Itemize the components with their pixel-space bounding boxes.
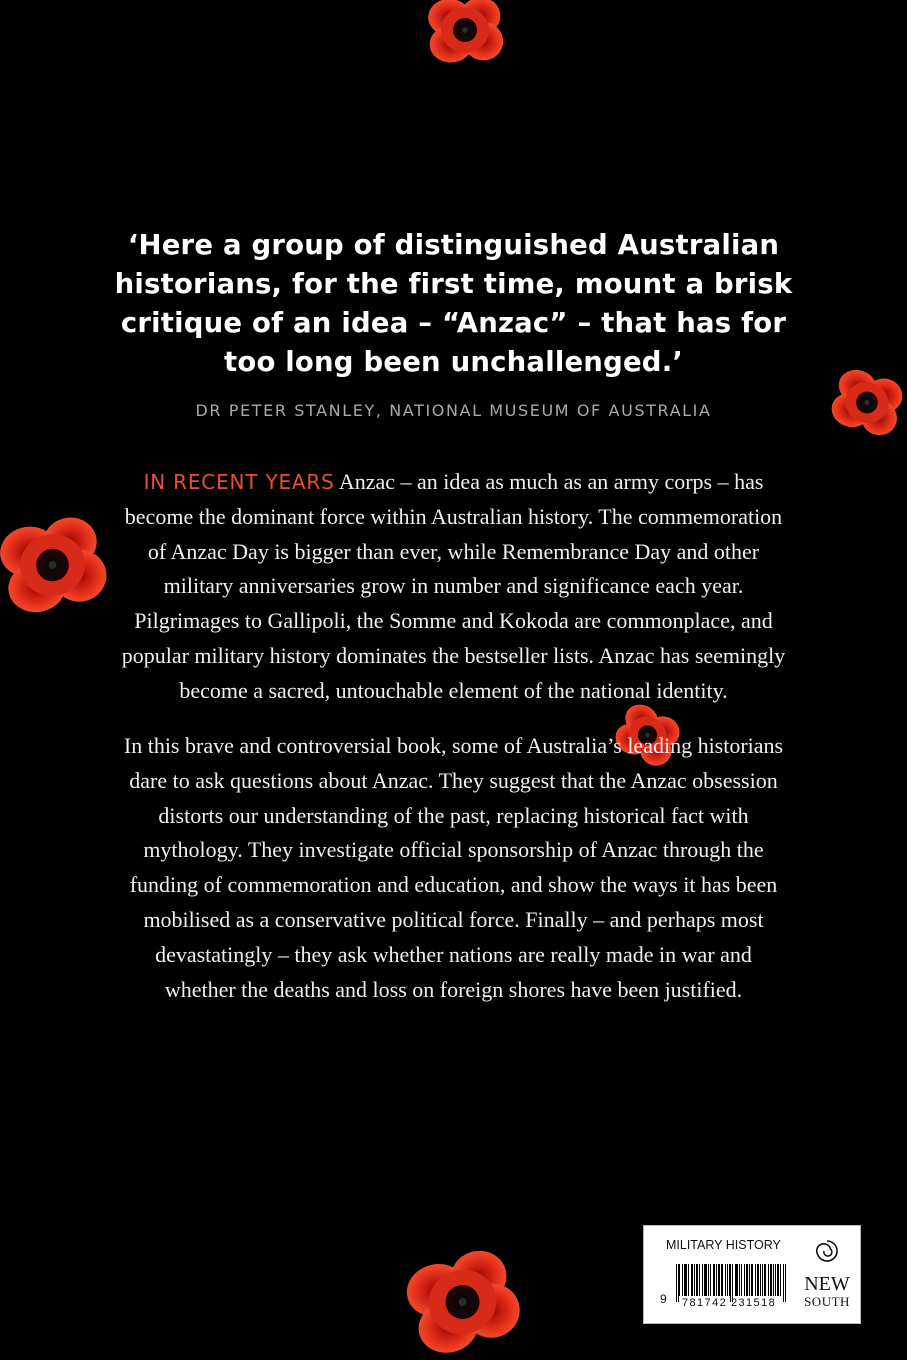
body-line: dare to ask questions about Anzac. They suggest that the Anzac obsession [129, 767, 778, 793]
body-line: In this brave and controversial book, some of Australia’s leading historians [123, 733, 784, 758]
barcode-panel [643, 1225, 861, 1324]
blurb-paragraph-1 [60, 465, 847, 709]
body-line: distorts our understanding of the past, replacing historical fact with [158, 802, 749, 828]
body-line-text: Anzac – an idea as much as an army corps – has [334, 469, 764, 494]
quote-line: too long been unchallenged.’ [224, 346, 683, 378]
body-line: whether the deaths and loss on foreign shores have been justified. [164, 976, 743, 1002]
body-line: become the dominant force within Australian history. The commemoration [124, 503, 783, 529]
category-label: MILITARY HISTORY [666, 1238, 781, 1252]
isbn-digit: 9 [660, 1292, 667, 1306]
endorsement-quote [0, 226, 907, 382]
quote-line: critique of an idea – “Anzac” – that has for [120, 307, 787, 339]
body-line: funding of commemoration and education, and show the ways it has been [129, 872, 778, 898]
new-south-spiral-logo-icon [814, 1238, 840, 1264]
blurb-paragraph-2 [60, 729, 847, 1007]
publisher-name [796, 1274, 858, 1309]
body-line: mythology. They investigate official sponsorship of Anzac through the [143, 837, 764, 863]
body-line: of Anzac Day is bigger than ever, while Remembrance Day and other [147, 538, 760, 564]
body-line: Pilgrimages to Gallipoli, the Somme and Kokoda are commonplace, and [134, 608, 773, 634]
quote-attribution: DR PETER STANLEY, NATIONAL MUSEUM OF AUSTRALIA [195, 401, 712, 420]
isbn-digits-left: 781742 [682, 1297, 728, 1309]
body-line: devastatingly – they ask whether nations are really made in war and [155, 941, 752, 967]
body-line: become a sacred, untouchable element of the national identity. [179, 677, 728, 703]
publisher-line-2: SOUTH [804, 1294, 850, 1309]
poppy-flower-icon [395, 1242, 530, 1360]
body-line: mobilised as a conservative political force. Finally – and perhaps most [143, 906, 764, 932]
body-line: popular military history dominates the bestseller lists. Anzac has seemingly [121, 642, 786, 668]
body-line [60, 465, 847, 500]
body-line: military anniversaries grow in number and significance each year. [163, 573, 744, 599]
isbn-digits-right: 231518 [731, 1297, 777, 1309]
quote-line: historians, for the first time, mount a brisk [114, 268, 793, 300]
quote-line: ‘Here a group of distinguished Australian [127, 229, 780, 261]
poppy-flower-icon [405, 0, 525, 80]
lead-in-text: IN RECENT YEARS [143, 470, 335, 494]
publisher-line-1: NEW [804, 1273, 850, 1295]
